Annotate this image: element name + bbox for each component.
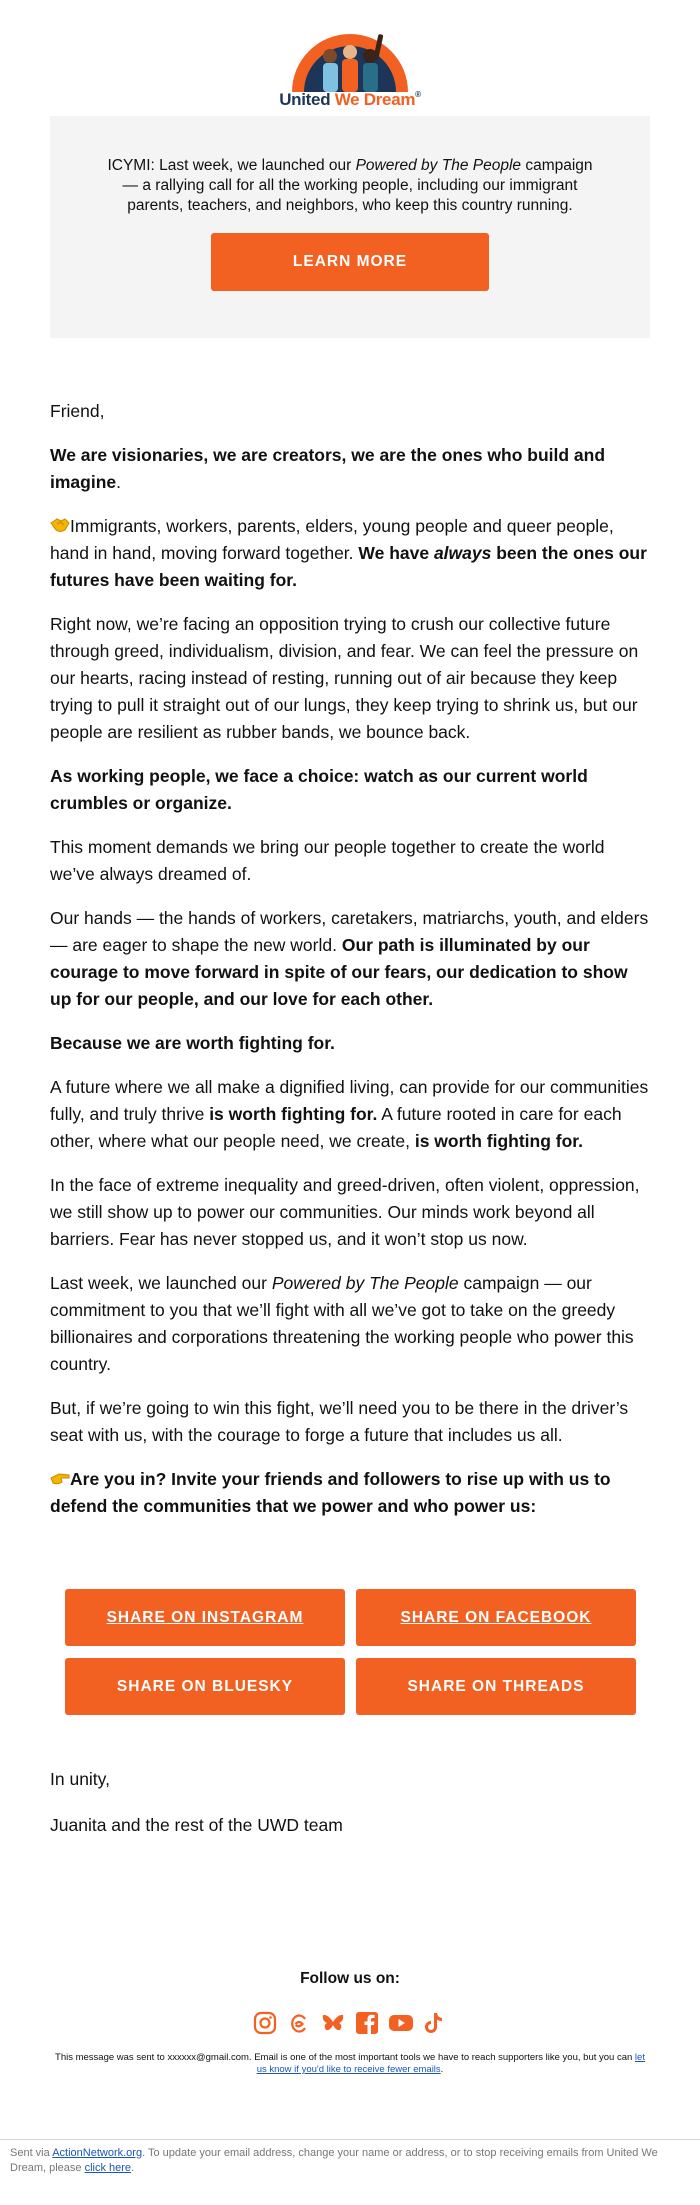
fewer-emails-link[interactable]: let us know if you'd like to receive fewer emails bbox=[256, 2052, 645, 2075]
paragraph-12: Are you in? Invite your friends and followers to rise up with us to defend the communities that we power and who power us: bbox=[50, 1469, 611, 1516]
paragraph-7: Because we are worth fighting for. bbox=[50, 1033, 335, 1053]
share-instagram-button[interactable]: SHARE ON INSTAGRAM bbox=[65, 1589, 345, 1646]
paragraph-11: But, if we’re going to win this fight, we’ll need you to be there in the driver’s seat with us, with the courage to forge a future that includes us all. bbox=[50, 1398, 629, 1445]
youtube-icon[interactable] bbox=[388, 2010, 414, 2036]
pointing-hand-icon bbox=[50, 1469, 70, 1487]
paragraph-10: Last week, we launched our Powered by The People campaign — our commitment to you that we’ll fight with all we’ve got to take on the greedy billionaires and corporations threatening the working people who power this country. bbox=[50, 1273, 634, 1374]
email-body bbox=[50, 398, 650, 1537]
click-here-link[interactable]: click here bbox=[84, 2162, 132, 2174]
logo-text-united: United bbox=[279, 90, 331, 109]
paragraph-6: Our hands — the hands of workers, caretakers, matriarchs, youth, and elders — are eager to shape the new world. Our path is illuminated by our courage to move forward in spite of our fears, our dedication to show up for our people, and our love for each other. bbox=[50, 908, 649, 1009]
tiktok-icon[interactable] bbox=[422, 2010, 448, 2036]
logo-emblem-icon bbox=[286, 26, 414, 92]
paragraph-2: Immigrants, workers, parents, elders, young people and queer people, hand in hand, moving forward together. We have always been the ones our futures have been waiting for. bbox=[50, 516, 647, 590]
actionnetwork-link[interactable]: ActionNetwork.org bbox=[52, 2147, 143, 2159]
promo-banner bbox=[50, 116, 650, 338]
follow-us-heading: Follow us on: bbox=[300, 1970, 400, 1987]
signature-text: Juanita and the rest of the UWD team bbox=[50, 1815, 343, 1835]
share-bluesky-button[interactable]: SHARE ON BLUESKY bbox=[65, 1658, 345, 1715]
facebook-icon[interactable] bbox=[354, 2010, 380, 2036]
threads-icon[interactable] bbox=[286, 2010, 312, 2036]
handshake-icon bbox=[50, 516, 70, 534]
bluesky-icon[interactable] bbox=[320, 2010, 346, 2036]
paragraph-5: This moment demands we bring our people together to create the world we’ve always dreamed of. bbox=[50, 837, 605, 884]
legal-notice: This message was sent to xxxxxx@gmail.com. Email is one of the most important tools we have to reach supporters like you, but you can let us know if you'd like to receive fewer emails. bbox=[55, 2052, 645, 2075]
promo-text: ICYMI: Last week, we launched our Powered by The People campaign — a rallying call for all the working people, including our immigrant parents, teachers, and neighbors, who keep this country running. bbox=[107, 157, 593, 214]
united-we-dream-logo bbox=[268, 26, 432, 112]
logo-text-we-dream: We Dream bbox=[334, 90, 416, 109]
footer-divider bbox=[0, 2139, 700, 2140]
learn-more-button[interactable]: LEARN MORE bbox=[211, 233, 489, 291]
paragraph-3: Right now, we’re facing an opposition trying to crush our collective future through greed, individualism, division, and fear. We can feel the pressure on our hearts, racing instead of resting, running out of air because they keep trying to pull it straight out of our lungs, they keep trying to shrink us, but our people are resilient as rubber bands, we bounce back. bbox=[50, 614, 639, 742]
paragraph-4: As working people, we face a choice: watch as our current world crumbles or organize. bbox=[50, 766, 588, 813]
greeting: Friend, bbox=[50, 401, 105, 421]
registered-mark: ® bbox=[415, 90, 421, 99]
paragraph-8: A future where we all make a dignified living, can provide for our communities fully, and truly thrive is worth fighting for. A future rooted in care for each other, where what our people need, we create, is worth fighting for. bbox=[50, 1077, 649, 1151]
social-icons bbox=[250, 2010, 450, 2040]
paragraph-1: We are visionaries, we are creators, we are the ones who build and imagine. bbox=[50, 445, 606, 492]
share-facebook-button[interactable]: SHARE ON FACEBOOK bbox=[356, 1589, 636, 1646]
share-threads-button[interactable]: SHARE ON THREADS bbox=[356, 1658, 636, 1715]
paragraph-9: In the face of extreme inequality and greed-driven, often violent, oppression, we still show up to power our communities. Our minds work beyond all barriers. Fear has never stopped us, and it won’t stop us now. bbox=[50, 1175, 640, 1249]
closing-text: In unity, bbox=[50, 1769, 110, 1789]
instagram-icon[interactable] bbox=[252, 2010, 278, 2036]
footer-text: Sent via ActionNetwork.org. To update your email address, change your name or address, or to stop receiving emails from United We Dream, please click here. bbox=[10, 2147, 658, 2174]
